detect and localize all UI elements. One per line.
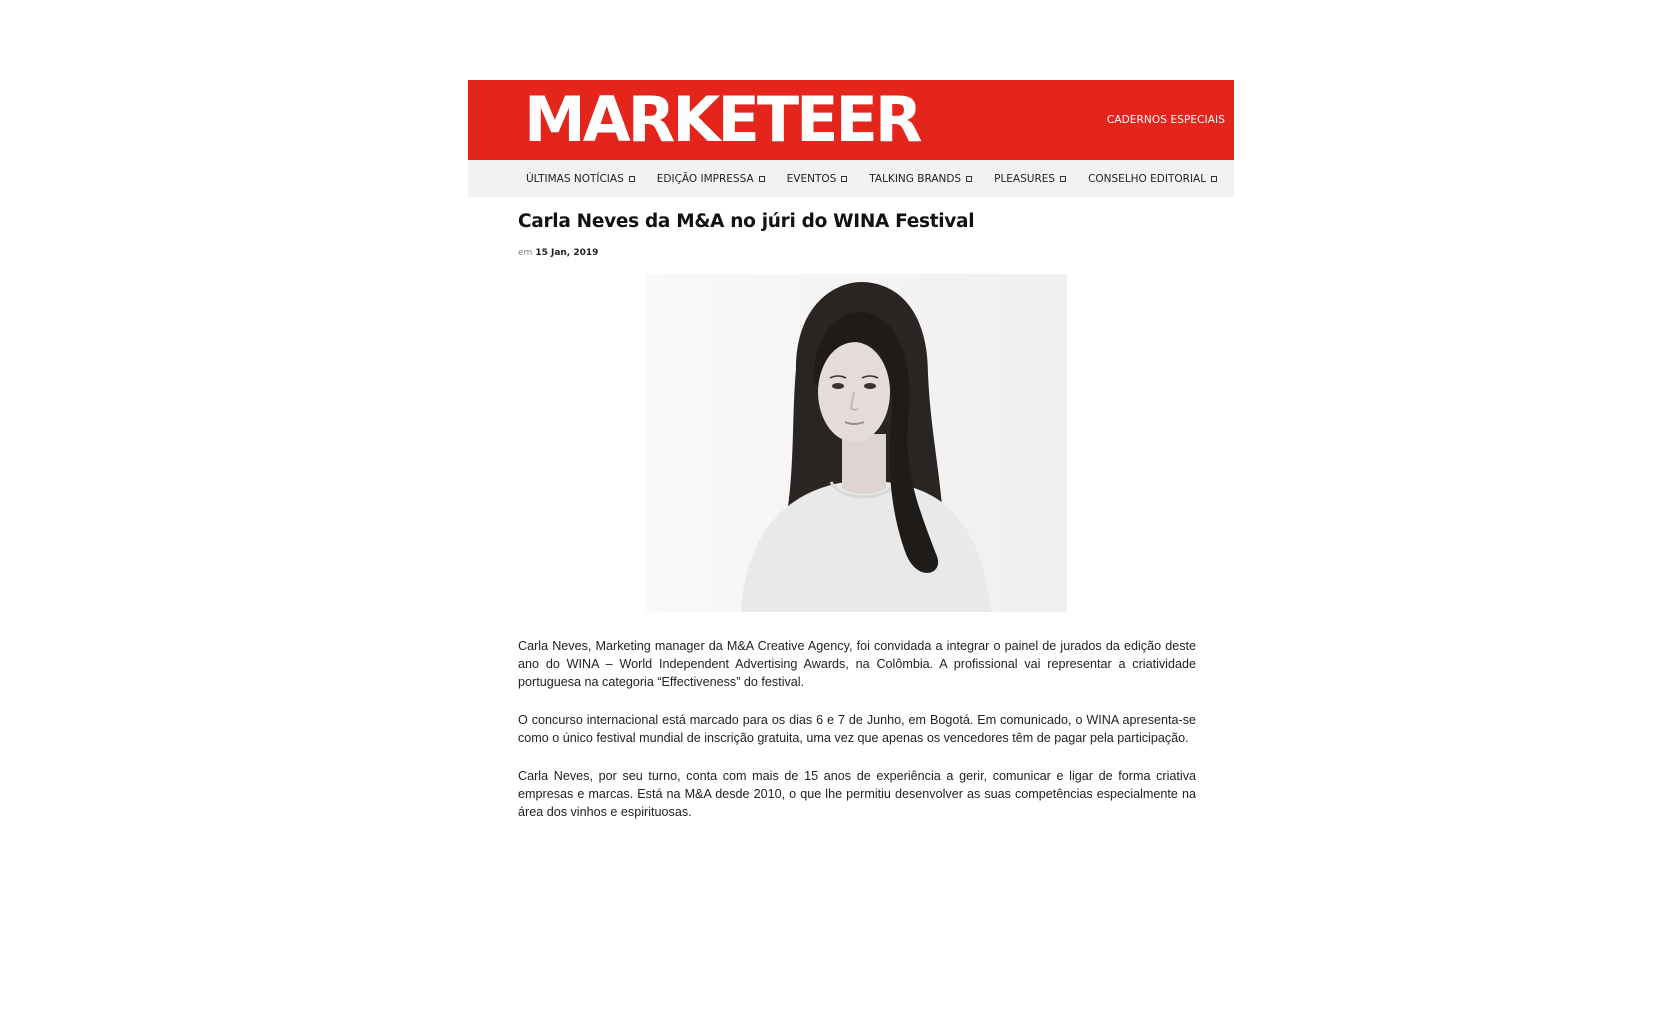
meta-prefix: em xyxy=(518,248,533,258)
dropdown-box-icon xyxy=(1060,176,1066,182)
dropdown-box-icon xyxy=(966,176,972,182)
masthead xyxy=(468,80,1234,160)
portrait-illustration-icon xyxy=(646,274,1067,612)
nav-item-ultimas-noticias[interactable] xyxy=(526,173,635,185)
nav-item-label: ÚLTIMAS NOTÍCIAS xyxy=(526,172,624,185)
main-nav xyxy=(468,160,1234,197)
nav-item-label: EDIÇÃO IMPRESSA xyxy=(656,172,754,185)
page-container xyxy=(468,80,1234,841)
nav-item-label: EVENTOS xyxy=(786,172,837,185)
nav-item-label: TALKING BRANDS xyxy=(869,172,962,185)
dropdown-box-icon xyxy=(629,176,635,182)
article-paragraph: Carla Neves, Marketing manager da M&A Creative Agency, foi convidada a integrar o painel de jurados da edição deste ano do WINA – World Independent Advertising Awards, na Colômbia. A profissional vai representar a criatividade portuguesa na categoria “Effectiveness” do festival. xyxy=(518,639,1196,689)
article-title: Carla Neves da M&A no júri do WINA Festival xyxy=(518,211,975,232)
cadernos-especiais-link[interactable]: CADERNOS ESPECIAIS xyxy=(1106,114,1225,126)
nav-item-conselho-editorial[interactable] xyxy=(1088,173,1217,185)
site-logo[interactable]: MARKETEER xyxy=(524,83,920,156)
nav-item-pleasures[interactable] xyxy=(994,173,1066,185)
dropdown-box-icon xyxy=(1211,176,1217,182)
article-body xyxy=(518,637,1196,821)
article-paragraph: O concurso internacional está marcado para os dias 6 e 7 de Junho, em Bogotá. Em comunicado, o WINA apresenta-se como o único festival mundial de inscrição gratuita, uma vez que apenas os vencedores têm de pagar pela participação. xyxy=(518,713,1196,745)
nav-item-edicao-impressa[interactable] xyxy=(657,173,765,185)
portrait-photo xyxy=(646,274,1067,612)
nav-item-label: PLEASURES xyxy=(994,172,1056,185)
article-date: 15 Jan, 2019 xyxy=(535,248,599,258)
nav-item-label: CONSELHO EDITORIAL xyxy=(1088,172,1207,185)
article-meta xyxy=(518,248,1196,258)
nav-item-talking-brands[interactable] xyxy=(869,173,972,185)
article-paragraph: Carla Neves, por seu turno, conta com mais de 15 anos de experiência a gerir, comunicar e ligar de forma criativa empresas e marcas. Está na M&A desde 2010, o que lhe permitiu desenvolver as suas competências especialmente na área dos vinhos e espirituosas. xyxy=(518,769,1196,819)
nav-item-eventos[interactable] xyxy=(787,173,848,185)
dropdown-box-icon xyxy=(841,176,847,182)
dropdown-box-icon xyxy=(759,176,765,182)
article xyxy=(468,211,1234,821)
